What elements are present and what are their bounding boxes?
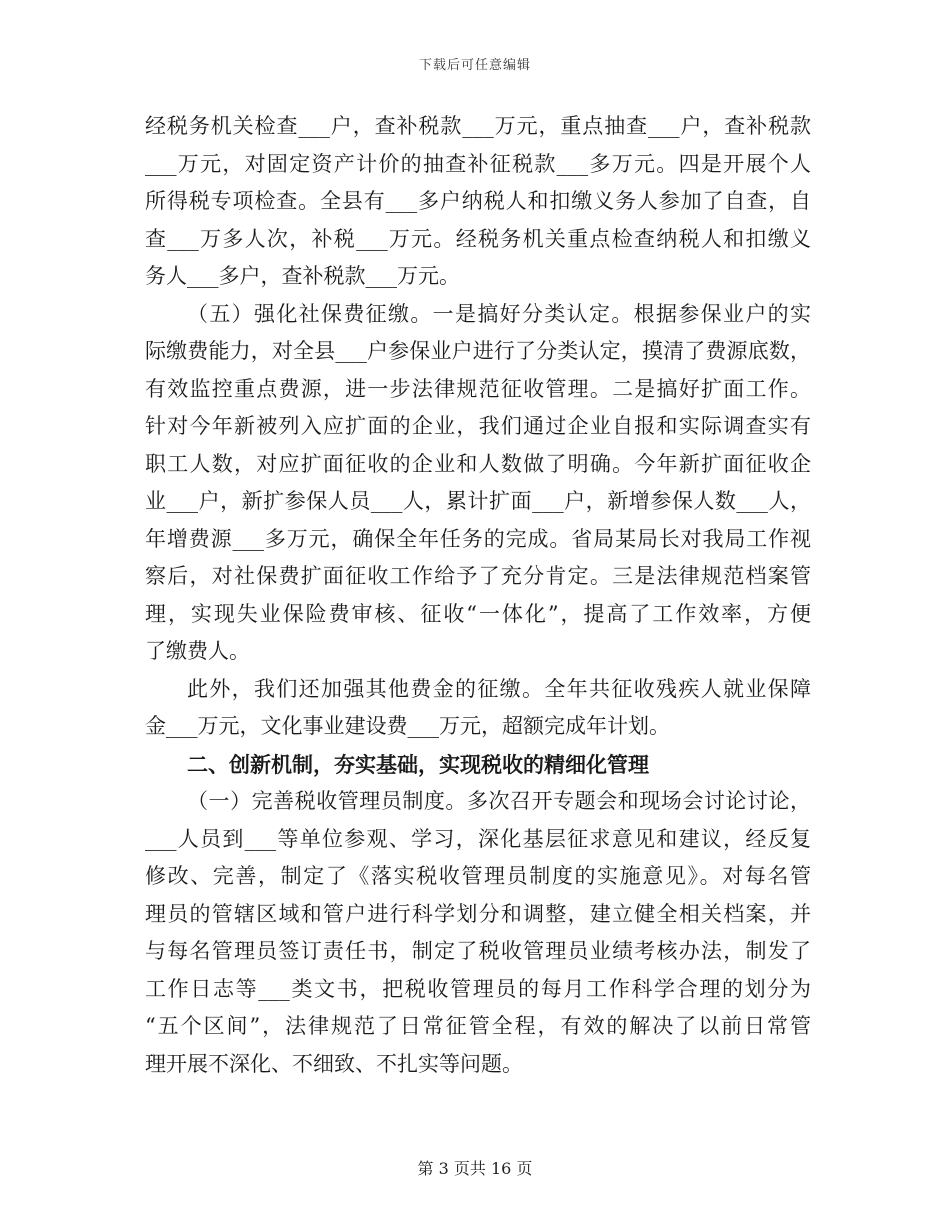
text-line: 察后，对社保费扩面征收工作给予了充分肯定。三是法律规范档案管 xyxy=(145,564,811,588)
text-line: 理开展不深化、不细致、不扎实等问题。 xyxy=(145,1051,523,1076)
text-line: 所得税专项检查。全县有___多户纳税人和扣缴义务人参加了自查，自 xyxy=(145,189,811,213)
text-line: ___人员到___等单位参观、学习，深化基层征求意见和建议，经反复 xyxy=(145,826,811,851)
paragraph-start-line: 此外，我们还加强其他费金的征缴。全年共征收残疾人就业保障 xyxy=(187,676,811,701)
text-line: 业___户，新扩参保人员___人，累计扩面___户，新增参保人数___人， xyxy=(145,489,811,513)
page-number-footer: 第 3 页共 16 页 xyxy=(417,1159,533,1178)
paragraph-start-line: （五）强化社保费征缴。一是搞好分类认定。根据参保业户的实 xyxy=(187,301,811,326)
text-line: 与每名管理员签订责任书，制定了税收管理员业绩考核办法，制发了 xyxy=(145,939,811,963)
text-line: ___万元，对固定资产计价的抽查补征税款___多万元。四是开展个人 xyxy=(145,151,811,176)
text-line: 修改、完善，制定了《落实税收管理员制度的实施意见》。对每名管 xyxy=(145,864,811,888)
text-line: 际缴费能力，对全县___户参保业户进行了分类认定，摸清了费源底数， xyxy=(145,339,811,363)
text-line: 务人___多户，查补税款___万元。 xyxy=(145,264,460,288)
text-line: “五个区间”，法律规范了日常征管全程，有效的解决了以前日常管 xyxy=(145,1014,811,1038)
text-line: 工作日志等___类文书，把税收管理员的每月工作科学合理的划分为 xyxy=(145,976,811,1001)
text-line: 针对今年新被列入应扩面的企业，我们通过企业自报和实际调查实有 xyxy=(145,414,811,438)
text-line: 年增费源___多万元，确保全年任务的完成。省局某局长对我局工作视 xyxy=(145,526,811,551)
document-body xyxy=(145,108,811,1083)
text-line: 查___万多人次，补税___万元。经税务机关重点检查纳税人和扣缴义 xyxy=(145,226,811,251)
text-line: 经税务机关检查___户，查补税款___万元，重点抽查___户，查补税款 xyxy=(145,114,811,138)
text-line: 有效监控重点费源，进一步法律规范征收管理。二是搞好扩面工作。 xyxy=(145,376,811,401)
text-line: 理，实现失业保险费审核、征收“一体化”，提高了工作效率，方便 xyxy=(145,601,811,626)
paragraph-start-line: （一）完善税收管理员制度。多次召开专题会和现场会讨论讨论， xyxy=(187,789,811,813)
text-line: 职工人数，对应扩面征收的企业和人数做了明确。今年新扩面征收企 xyxy=(145,451,811,476)
text-line: 了缴费人。 xyxy=(145,639,250,663)
page-header: 下载后可任意编辑 xyxy=(418,58,531,73)
section-heading: 二、创新机制，夯实基础，实现税收的精细化管理 xyxy=(187,751,649,777)
text-line: 理员的管辖区域和管户进行科学划分和调整，建立健全相关档案，并 xyxy=(145,901,811,926)
text-line: 金___万元，文化事业建设费___万元，超额完成年计划。 xyxy=(145,714,670,738)
